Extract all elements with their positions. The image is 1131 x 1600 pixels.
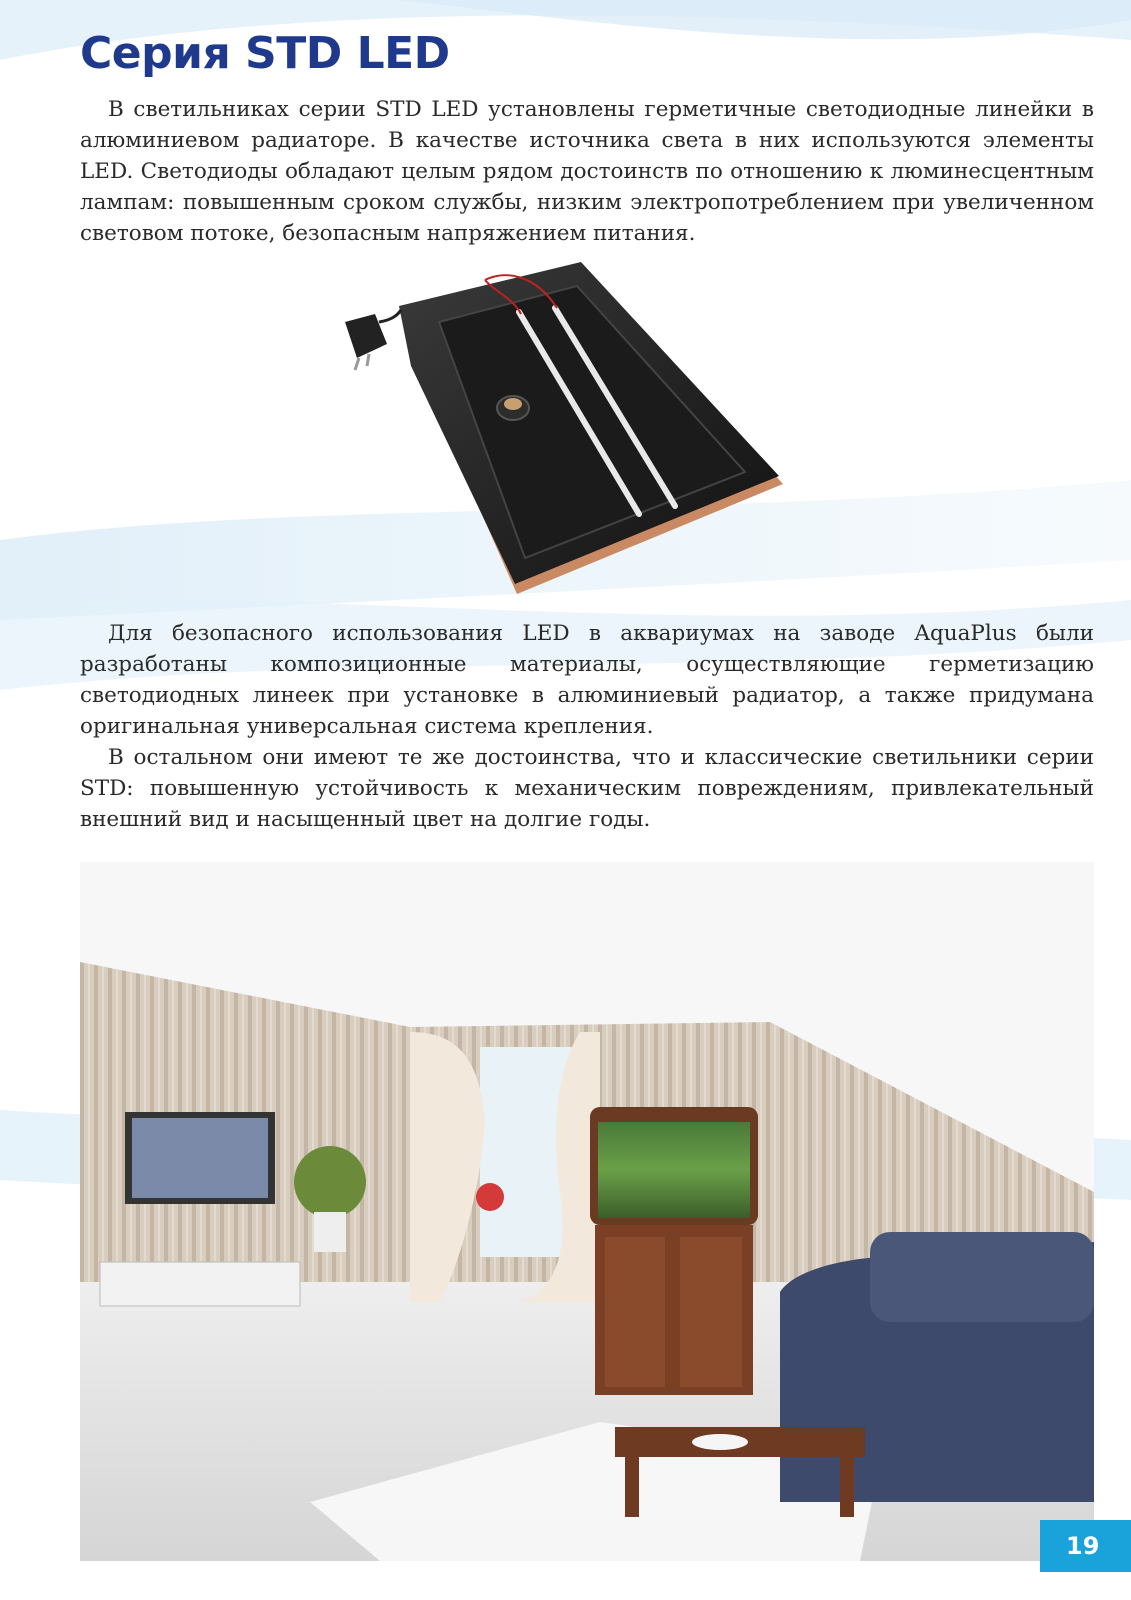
led-lamp-cover-photo — [335, 262, 795, 594]
page-number: 19 — [1066, 1532, 1100, 1560]
attic-room-aquarium-photo — [80, 862, 1094, 1561]
page-title: Серия STD LED — [80, 28, 450, 79]
page-number-badge — [1040, 1520, 1131, 1572]
advantages-paragraph: В остальном они имеют те же достоинства, что и классические светильники серии STD: повышенную устойчивость к механическим повреждениям, привлекательный внешний вид и насыщенный цвет на долгие годы. — [80, 745, 1094, 832]
intro-paragraph: В светильниках серии STD LED установлены герметичные светодиодные линейки в алюминиевом радиаторе. В качестве источника света в них используются элементы LED. Светодиоды обладают целым рядом достоинств по отношению к люминесцентным лампам: повышенным сроком службы, низким электропотреблением при увеличенном световом потоке, безопасным напряжением питания. — [80, 97, 1094, 246]
safety-paragraph: Для безопасного использования LED в аквариумах на заводе AquaPlus были разработаны композиционные материалы, осуществляющие герметизацию светодиодных линеек при установке в алюминиевый радиатор, а также придумана оригинальная универсальная система крепления. — [80, 621, 1094, 739]
